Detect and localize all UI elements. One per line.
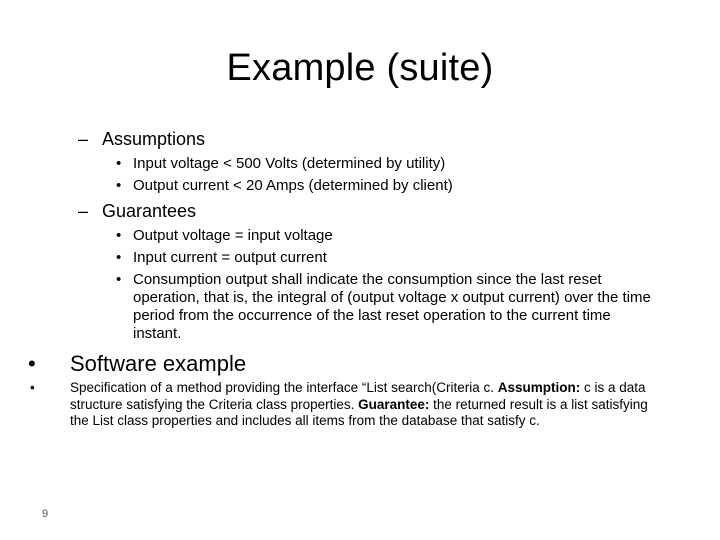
bullet-dot: • bbox=[116, 227, 122, 244]
assumption-text: Output current < 20 Amps (determined by client) bbox=[133, 177, 453, 194]
dash-bullet: – bbox=[78, 201, 89, 221]
bullet-dot: • bbox=[116, 249, 122, 266]
slide-title: Example (suite) bbox=[226, 47, 494, 89]
guarantee-item bbox=[116, 227, 333, 245]
bullet-dot: • bbox=[28, 351, 36, 376]
bullet-dot: • bbox=[116, 271, 122, 288]
spec-text-part: c is a data structure satisfying the Criteria class properties. bbox=[70, 380, 646, 412]
spec-text-part: Specification of a method providing the interface “List search(Criteria c. bbox=[70, 380, 498, 395]
assumptions-heading-text: Assumptions bbox=[102, 129, 206, 149]
assumptions-heading bbox=[78, 128, 205, 150]
assumption-text: Input voltage < 500 Volts (determined by utility) bbox=[133, 155, 446, 172]
specification-text bbox=[70, 380, 670, 430]
guarantees-heading bbox=[78, 200, 196, 222]
guarantees-heading-text: Guarantees bbox=[102, 201, 197, 221]
software-example-text: Software example bbox=[70, 351, 247, 376]
spec-text-part: the returned result is a list satisfying the List class properties and includes all items from the database that satisfy c. bbox=[70, 396, 648, 428]
bullet-dot: • bbox=[30, 380, 35, 395]
guarantee-text: Input current = output current bbox=[133, 249, 327, 266]
software-example-heading bbox=[28, 350, 246, 378]
guarantee-item bbox=[116, 271, 653, 343]
dash-bullet: – bbox=[78, 129, 89, 149]
guarantee-label: Guarantee: bbox=[358, 396, 430, 412]
assumption-item bbox=[116, 177, 453, 195]
bullet-dot: • bbox=[116, 177, 122, 194]
assumption-item bbox=[116, 155, 445, 173]
bullet-dot: • bbox=[116, 155, 122, 172]
guarantee-text: Output voltage = input voltage bbox=[133, 227, 333, 244]
assumption-label: Assumption: bbox=[497, 380, 581, 395]
guarantee-text: Consumption output shall indicate the consumption since the last reset operation, that is, the integral of (output voltage x output current) over the time period from the occurrence of the last reset operation to the current time instant. bbox=[133, 271, 651, 342]
page-number: 9 bbox=[42, 508, 49, 520]
specification-paragraph bbox=[30, 380, 670, 430]
guarantee-item bbox=[116, 249, 327, 267]
